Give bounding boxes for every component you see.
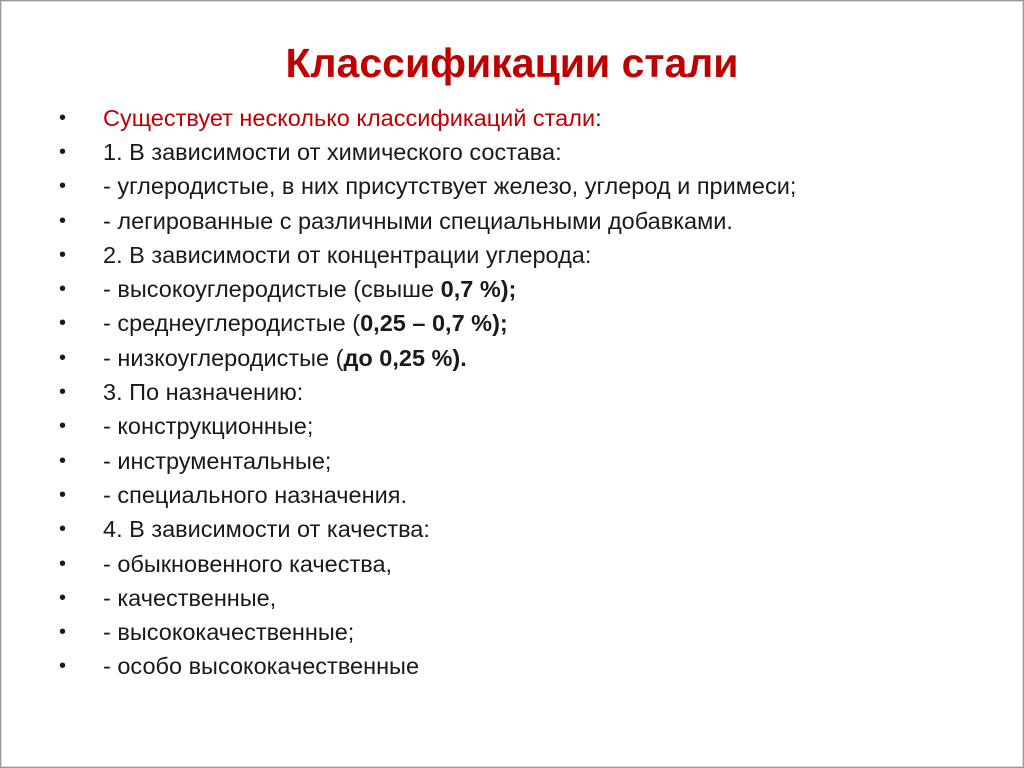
bullet-marker-icon: • [59,552,67,575]
bullet-text-segment: - специального назначения. [103,481,407,508]
bullet-marker-icon: • [59,243,67,266]
bullet-marker-icon: • [59,655,67,678]
bullet-item [59,375,999,409]
bullet-text-segment: - конструкционные; [103,413,314,440]
bullet-text [103,345,467,372]
bullet-text [103,105,602,132]
bullet-item [59,478,999,512]
bullet-item [59,170,999,204]
bullet-item [59,410,999,444]
bullet-marker-icon: • [59,175,67,198]
bullet-text [103,242,591,269]
bullet-text-segment: 0,25 – 0,7 %); [360,310,508,337]
bullet-text [103,619,354,646]
bullet-text [103,653,419,680]
bullet-text [103,310,508,337]
bullet-text-segment: - качественные, [103,584,277,611]
bullet-text-segment: Существует несколько классификаций стали [103,104,596,131]
bullet-marker-icon: • [59,621,67,644]
bullet-text [103,208,733,235]
bullet-marker-icon: • [59,586,67,609]
bullet-item [59,135,999,169]
bullet-item [59,341,999,375]
bullet-marker-icon: • [59,106,67,129]
bullet-item [59,547,999,581]
bullet-text [103,551,392,578]
bullet-item [59,238,999,272]
bullet-item [59,444,999,478]
bullet-item [59,615,999,649]
bullet-text-segment: 2. В зависимости от концентрации углерода: [103,241,592,268]
bullet-marker-icon: • [59,415,67,438]
bullet-text-segment: - обыкновенного качества, [103,550,393,577]
bullet-marker-icon: • [59,449,67,472]
bullet-text-segment: - легированные с различными специальными добавками. [103,207,733,234]
bullet-item [59,204,999,238]
slide-title: Классификации стали [285,40,739,86]
bullet-text-segment: 4. В зависимости от качества: [103,516,430,543]
bullet-item [59,272,999,306]
bullet-text-segment: - углеродистые, в них присутствует железо, углерод и примеси; [103,173,797,200]
bullet-text-segment: : [595,104,602,131]
bullet-text [103,276,516,303]
bullet-marker-icon: • [59,209,67,232]
bullet-item [59,101,999,135]
bullet-text-segment: 1. В зависимости от химического состава: [103,138,562,165]
bullet-item [59,513,999,547]
bullet-text [103,379,303,406]
bullet-marker-icon: • [59,483,67,506]
bullet-text-segment: - высокоуглеродистые (свыше [103,276,441,303]
bullet-marker-icon: • [59,518,67,541]
bullet-text-segment: - высококачественные; [103,619,355,646]
bullet-text-segment: 0,7 %); [440,276,517,303]
bullet-item [59,307,999,341]
bullet-text-segment: - инструментальные; [103,447,332,474]
bullet-text [103,139,562,166]
bullet-marker-icon: • [59,381,67,404]
bullet-text-segment: - среднеуглеродистые ( [103,310,361,337]
bullet-text-segment: до 0,25 %). [343,344,467,371]
bullet-text-segment: 3. По назначению: [103,379,304,406]
bullet-item [59,650,999,684]
bullet-marker-icon: • [59,278,67,301]
bullet-marker-icon: • [59,140,67,163]
bullet-marker-icon: • [59,312,67,335]
bullet-text [103,585,276,612]
bullet-text [103,413,313,440]
bullet-text [103,448,331,475]
bullet-text [103,173,796,200]
bullet-text-segment: - низкоуглеродистые ( [103,344,344,371]
bullet-list [59,101,999,684]
bullet-text [103,482,407,509]
bullet-text-segment: - особо высококачественные [103,653,420,680]
bullet-item [59,581,999,615]
bullet-marker-icon: • [59,346,67,369]
bullet-text [103,516,430,543]
